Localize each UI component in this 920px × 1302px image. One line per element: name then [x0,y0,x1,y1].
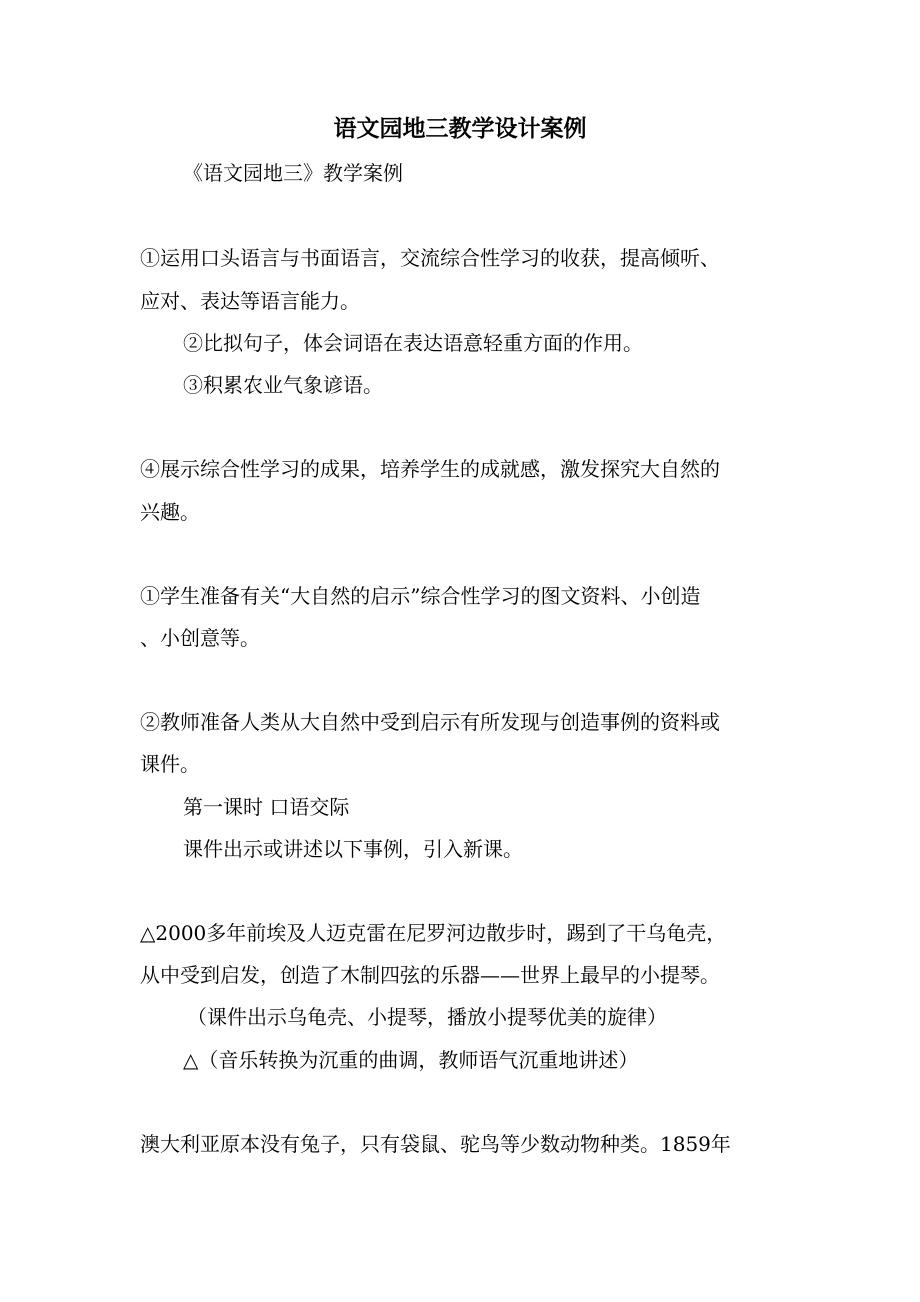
document-title: 语文园地三教学设计案例 [333,115,587,142]
lesson-heading-line: 第一课时 口语交际 [183,795,350,819]
objective-1-line-1: ①运用口头语言与书面语言，交流综合性学习的收获，提高倾听、 [140,246,720,270]
preparation-1-line-2: 、小创意等。 [140,626,260,650]
objective-3-line: ③积累农业气象谚语。 [183,373,383,397]
objective-1-line-2: 应对、表达等语言能力。 [140,289,360,313]
example-1-line-1: △2000多年前埃及人迈克雷在尼罗河边散步时，踢到了干乌龟壳， [140,921,727,945]
objective-4-line-2: 兴趣。 [140,500,200,524]
objective-2-line: ②比拟句子，体会词语在表达语意轻重方面的作用。 [183,331,643,355]
objective-4-line-1: ④展示综合性学习的成果，培养学生的成就感，激发探究大自然的 [140,457,720,481]
music-note-line: △（音乐转换为沉重的曲调，教师语气沉重地讲述） [183,1048,639,1072]
preparation-2-line-1: ②教师准备人类从大自然中受到启示有所发现与创造事例的资料或 [140,710,720,734]
intro-line: 课件出示或讲述以下事例，引入新课。 [183,837,523,861]
courseware-note-line: （课件出示乌龟壳、小提琴，播放小提琴优美的旋律） [187,1005,667,1029]
preparation-1-line-1: ①学生准备有关“大自然的启示”综合性学习的图文资料、小创造 [140,584,701,608]
example-1-line-2: 从中受到启发，创造了木制四弦的乐器——世界上最早的小提琴。 [140,963,720,987]
subtitle-line: 《语文园地三》教学案例 [183,161,403,185]
preparation-2-line-2: 课件。 [140,752,200,776]
example-2-line-1: 澳大利亚原本没有兔子，只有袋鼠、驼鸟等少数动物种类。1859年 [140,1132,731,1156]
